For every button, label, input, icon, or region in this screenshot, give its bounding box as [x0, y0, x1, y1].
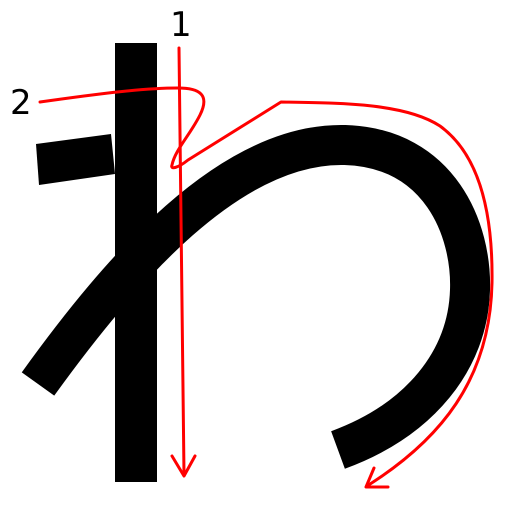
glyph-crossbar	[36, 134, 115, 185]
character-glyph	[36, 43, 470, 482]
stroke-1-arrow	[179, 48, 184, 474]
stroke-number-1: 1	[170, 5, 192, 45]
stroke-number-labels	[10, 5, 192, 123]
glyph-curve-stroke	[38, 145, 470, 450]
stroke-number-2: 2	[10, 83, 32, 123]
